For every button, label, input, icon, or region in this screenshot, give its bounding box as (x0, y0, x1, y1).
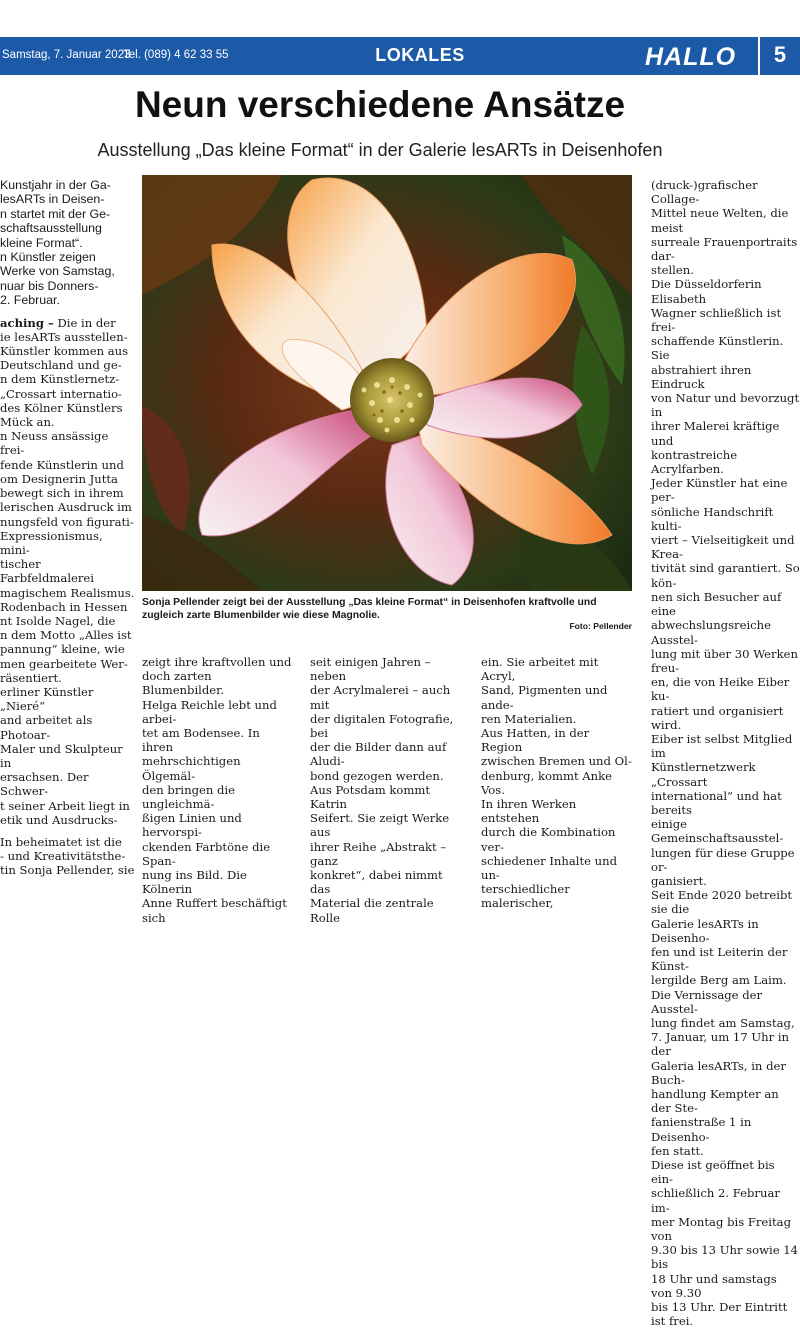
section-label: LOKALES (375, 45, 465, 65)
article-subheadline: Ausstellung „Das kleine Format“ in der Galerie lesARTs in Deisenhofen (97, 140, 663, 160)
magnolia-painting-image (142, 175, 632, 591)
article-lead: Kunstjahr in der Ga- lesARTs in Deisen- n startet mit der Ge- schaftsausstellung kleine Format“. n Künstler zeigen Werke von Samstag, nuar bis Donners- 2. Februar. (0, 178, 115, 308)
article-paragraph (0, 316, 135, 430)
article-paragraph: (druck-)grafischer Collage- Mittel neue Welten, die meist surreale Frauenportraits dar- stellen. Die Düsseldorferin Elisabeth Wagner schließlich ist frei- schaffende Künstlerin. Sie abstrahiert ihren Eindruck von Natur und bevorzugt in ihrer Malerei kräftige und kontrastreiche Acrylfarben. Jeder Künstler hat eine per- sönliche Handschrift kulti- viert – Vielseitigkeit und Krea- tivität sind garantiert. So kön- nen sich Besucher auf eine abwechslungsreiche Ausstel- lung mit über 30 Werken freu- en, die von Heike Eiber ku- ratiert und organisiert wird. Eiber ist selbst Mitglied im Künstlernetzwerk „Crossart international“ und hat bereits einige Gemeinschaftsausstel- lungen für diese Gruppe or- ganisiert. Seit Ende 2020 betreibt sie die Galerie lesARTs in Deisenho- fen und ist Leiterin der Künst- lergilde Berg am Laim. Die Vernissage der Ausstel- lung findet am Samstag, 7. Januar, um 17 Uhr in der Galeria lesARTs, in der Buch- handlung Kempter an der Ste- fanienstraße 1 in Deisenho- fen statt. Diese ist geöffnet bis ein- schließlich 2. Februar im- mer Montag bis Freitag von 9.30 bis 13 Uhr sowie 14 bis 18 Uhr und samstags von 9.30 bis 13 Uhr. Der Eintritt ist frei. (651, 178, 800, 1328)
article-column-1 (0, 178, 135, 878)
article-column-3 (310, 655, 463, 925)
article-paragraph: seit einigen Jahren – neben der Acrylmalerei – auch mit der digitalen Fotografie, bei der die Bilder dann auf Aludi- bond gezogen werden. Aus Potsdam kommt Katrin Seifert. Sie zeigt Werke aus ihrer Reihe „Abstrakt – ganz konkret“, dabei nimmt das Material die zentrale Rolle (310, 655, 454, 925)
article-column-2 (142, 655, 293, 925)
article-paragraph: n Neuss ansässige frei- fende Künstlerin und om Designerin Jutta bewegt sich in ihrem lerischen Ausdruck im nungsfeld von figurati- Expressionismus, mini- tischer Farbfeldmalerei magischem Realismus. Rodenbach in Hessen nt Isolde Nagel, die n dem Motto „Alles ist pannung“ kleine, wie men gearbeitete Wer- räsentiert. (0, 429, 135, 685)
page-number: 5 (773, 42, 787, 67)
page-number-box (758, 37, 800, 75)
article-paragraph: ein. Sie arbeitet mit Acryl, Sand, Pigmenten und ande- ren Materialien. Aus Hatten, in der Region zwischen Bremen und Ol- denburg, kommt Anke Vos. In ihren Werken entstehen durch die Kombination ver- schiedener Inhalte und un- terschiedlicher malerischer, (481, 655, 632, 911)
photo-credit: Foto: Pellender (569, 621, 632, 631)
article-paragraph: In beheimatet ist die - und Kreativitätsthe- tin Sonja Pellender, sie (0, 834, 135, 878)
article-column-5 (651, 178, 800, 1328)
article-headline: Neun verschiedene Ansätze (134, 84, 626, 125)
article-column-4 (481, 655, 634, 911)
magnolia-painting-photo (142, 175, 632, 591)
newspaper-logo: HALLO (645, 43, 737, 71)
phone-number: Tel. (089) 4 62 33 55 (123, 49, 229, 61)
photo-caption: Sonja Pellender zeigt bei der Ausstellung „Das kleine Format“ in Deisenhofen kraftvolle und zugleich zarte Blumenbilder wie diese Magnolie. (142, 597, 597, 621)
page-header-bar (0, 37, 800, 75)
dateline: aching – (0, 315, 54, 330)
paragraph-text: Die in der ie lesARTs ausstellen- Künstler kommen aus Deutschland und ge- n dem Künstlernetz- „Crossart internatio- des Kölner Künstlers Mück an. (0, 315, 129, 430)
issue-date: Samstag, 7. Januar 2023 (2, 49, 131, 61)
article-paragraph: erliner Künstler „Nieré“ and arbeitet als Photoar- Maler und Skulpteur in ersachsen. Der Schwer- t seiner Arbeit liegt in etik und Ausdrucks- (0, 684, 130, 827)
article-paragraph: zeigt ihre kraftvollen und doch zarten Blumenbilder. Helga Reichle lebt und arbei- tet am Bodensee. In ihren mehrschichtigen Ölgemäl- den bringen die ungleichmä- ßigen Linien und hervorspi- ckenden Farbtöne die Span- nung ins Bild. Die Kölnerin Anne Ruffert beschäftigt sich (142, 655, 292, 925)
